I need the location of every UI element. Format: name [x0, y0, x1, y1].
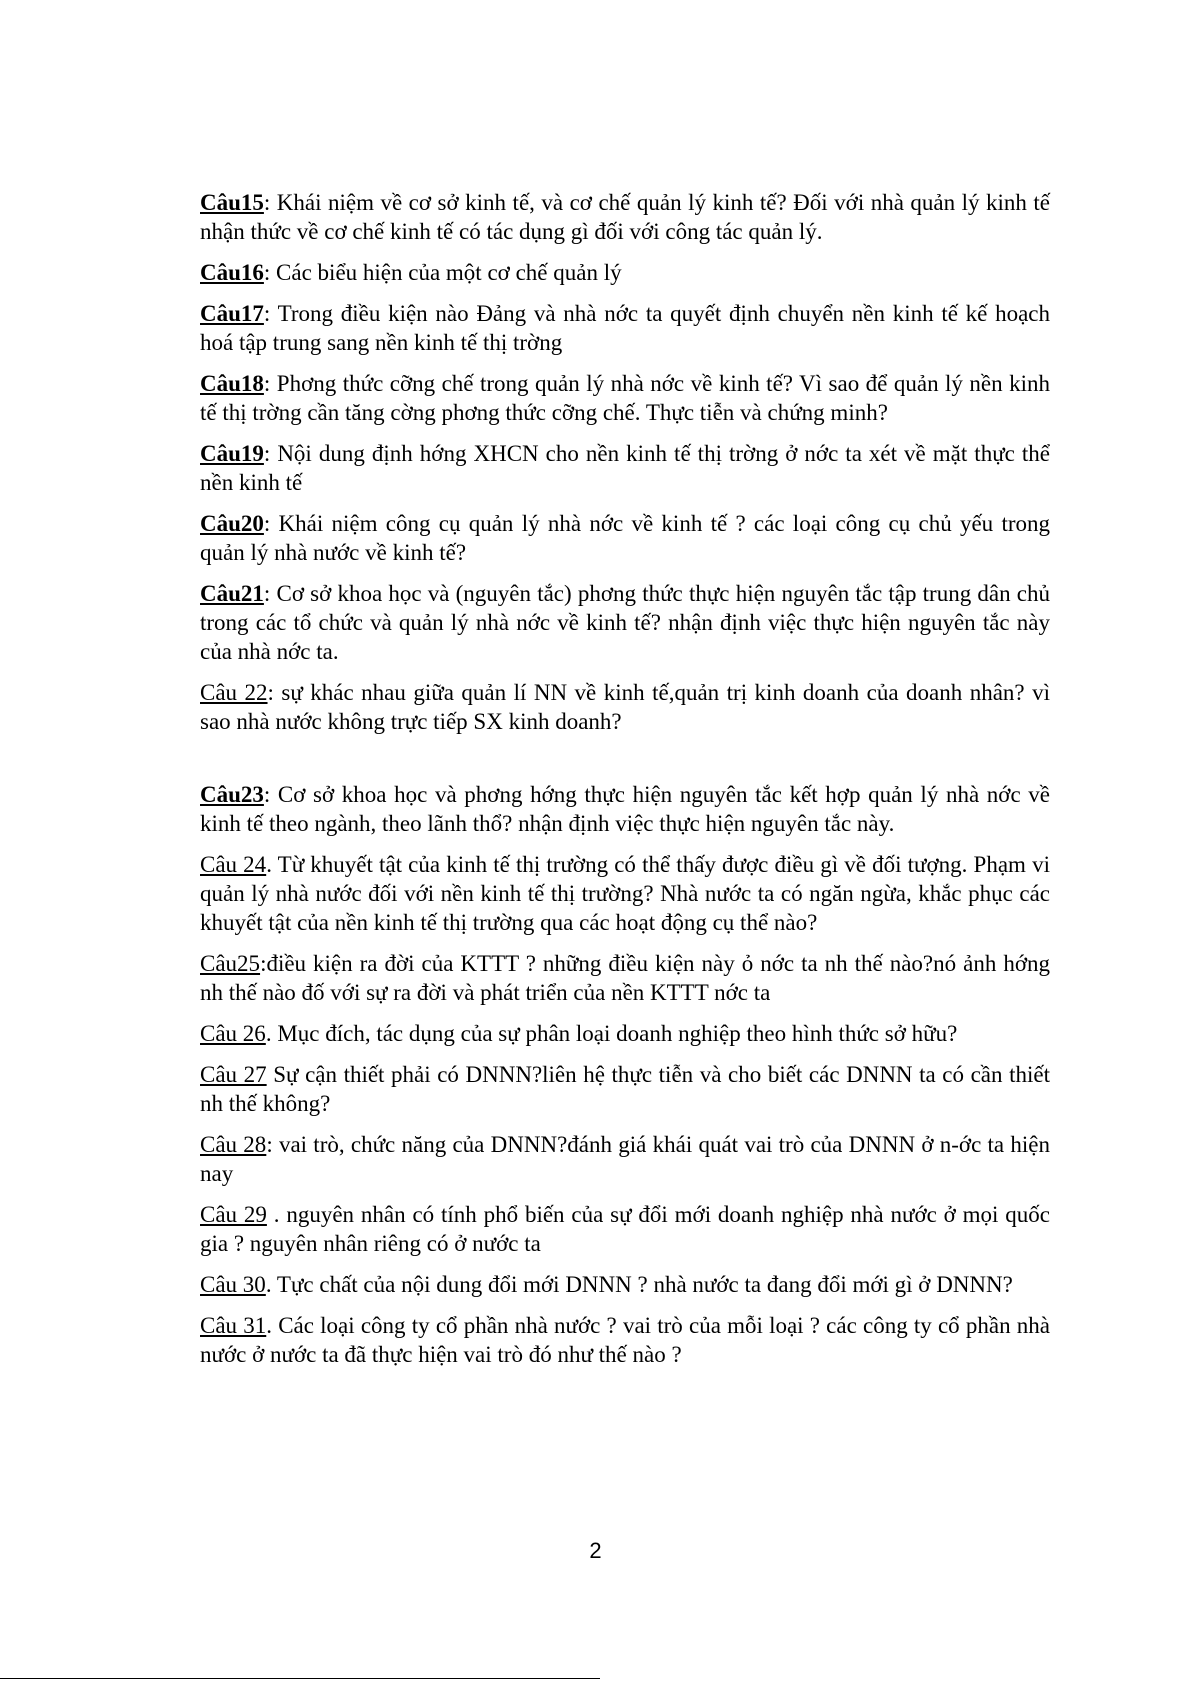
page-number: 2 — [589, 1538, 602, 1563]
question-29 — [200, 1200, 1050, 1258]
question-label: Câu25 — [200, 951, 261, 976]
question-22 — [200, 678, 1050, 736]
question-text: : vai trò, chức năng của DNNN?đánh giá khái quát vai trò của DNNN ở n-ớc ta hiện nay — [200, 1132, 1050, 1186]
question-list — [200, 188, 1050, 1381]
question-label: Câu20 — [200, 511, 264, 536]
question-31 — [200, 1311, 1050, 1369]
question-label: Câu15 — [200, 190, 264, 215]
footer-divider — [0, 1678, 600, 1679]
question-label: Câu 24 — [200, 852, 267, 877]
question-label: Câu19 — [200, 441, 264, 466]
question-text: Sự cận thiết phải có DNNN?liên hệ thực tiễn và cho biết các DNNN ta có cần thiết nh thế không? — [200, 1062, 1050, 1116]
question-26 — [200, 1019, 1050, 1048]
question-16 — [200, 258, 1050, 287]
question-18 — [200, 369, 1050, 427]
question-text: : Khái niệm về cơ sở kinh tế, và cơ chế quản lý kinh tế? Đối với nhà quản lý kinh tế nhận thức về cơ chế kinh tế có tác dụng gì đối với công tác quản lý. — [200, 190, 1050, 244]
question-label: Câu 30 — [200, 1272, 266, 1297]
question-text: . Các loại công ty cổ phần nhà nước ? vai trò của mỗi loại ? các công ty cổ phần nhà nước ở nước ta đã thực hiện vai trò đó như thế nào ? — [200, 1313, 1050, 1367]
question-label: Câu16 — [200, 260, 264, 285]
question-text: : Nội dung định hớng XHCN cho nền kinh tế thị trờng ở nớc ta xét về mặt thực thể nền kinh tế — [200, 441, 1050, 495]
question-23 — [200, 780, 1050, 838]
question-24 — [200, 850, 1050, 937]
question-label: Câu 27 — [200, 1062, 267, 1087]
question-text: . Từ khuyết tật của kinh tế thị trường có thể thấy được điều gì về đối tượng. Phạm vi quản lý nhà nước đối với nền kinh tế thị trường? Nhà nước ta có ngăn ngừa, khắc phục các khuyết tật của nền kinh tế thị trường qua các hoạt động cụ thể nào? — [200, 852, 1050, 935]
question-label: Câu23 — [200, 782, 264, 807]
question-label: Câu 31 — [200, 1313, 267, 1338]
question-text: . nguyên nhân có tính phổ biến của sự đổi mới doanh nghiệp nhà nước ở mọi quốc gia ? nguyên nhân riêng có ở nước ta — [200, 1202, 1050, 1256]
question-text: :điều kiện ra đời của KTTT ? những điều kiện này ỏ nớc ta nh thế nào?nó ảnh hớng nh thế nào đố với sự ra đời và phát triển của nền KTTT nớc ta — [200, 951, 1050, 1005]
question-28 — [200, 1130, 1050, 1188]
question-text: : Khái niệm công cụ quản lý nhà nớc về kinh tế ? các loại công cụ chủ yếu trong quản lý nhà nước về kinh tế? — [200, 511, 1050, 565]
question-19 — [200, 439, 1050, 497]
question-label: Câu21 — [200, 581, 264, 606]
question-15 — [200, 188, 1050, 246]
question-label: Câu 29 — [200, 1202, 267, 1227]
question-label: Câu18 — [200, 371, 264, 396]
question-text: : Cơ sở khoa học và (nguyên tắc) phơng thức thực hiện nguyên tắc tập trung dân chủ trong các tổ chức và quản lý nhà nớc về kinh tế? nhận định việc thực hiện nguyên tắc này của nhà nớc ta. — [200, 581, 1050, 664]
question-text: : Trong điều kiện nào Đảng và nhà nớc ta quyết định chuyển nền kinh tế kế hoạch hoá tập trung sang nền kinh tế thị trờng — [200, 301, 1050, 355]
question-text: : sự khác nhau giữa quản lí NN về kinh tế,quản trị kinh doanh của doanh nhân? vì sao nhà nước không trực tiếp SX kinh doanh? — [200, 680, 1050, 734]
question-text: : Cơ sở khoa học và phơng hớng thực hiện nguyên tắc kết hợp quản lý nhà nớc về kinh tế theo ngành, theo lãnh thổ? nhận định việc thực hiện nguyên tắc này. — [200, 782, 1050, 836]
question-label: Câu 28 — [200, 1132, 267, 1157]
question-text: . Mục đích, tác dụng của sự phân loại doanh nghiệp theo hình thức sở hữu? — [265, 1021, 958, 1046]
question-30 — [200, 1270, 1050, 1299]
question-label: Câu 22 — [200, 680, 268, 705]
question-label: Câu17 — [200, 301, 264, 326]
question-20 — [200, 509, 1050, 567]
question-label: Câu 26 — [200, 1021, 266, 1046]
question-17 — [200, 299, 1050, 357]
question-text: : Phơng thức cỡng chế trong quản lý nhà nớc về kinh tế? Vì sao để quản lý nền kinh tế thị trờng cần tăng cờng phơng thức cỡng chế. Thực tiễn và chứng minh? — [200, 371, 1050, 425]
question-text: : Các biểu hiện của một cơ chế quản lý — [263, 260, 622, 285]
question-21 — [200, 579, 1050, 666]
question-text: . Tực chất của nội dung đổi mới DNNN ? nhà nước ta đang đổi mới gì ở DNNN? — [265, 1272, 1013, 1297]
question-25 — [200, 949, 1050, 1007]
question-27 — [200, 1060, 1050, 1118]
